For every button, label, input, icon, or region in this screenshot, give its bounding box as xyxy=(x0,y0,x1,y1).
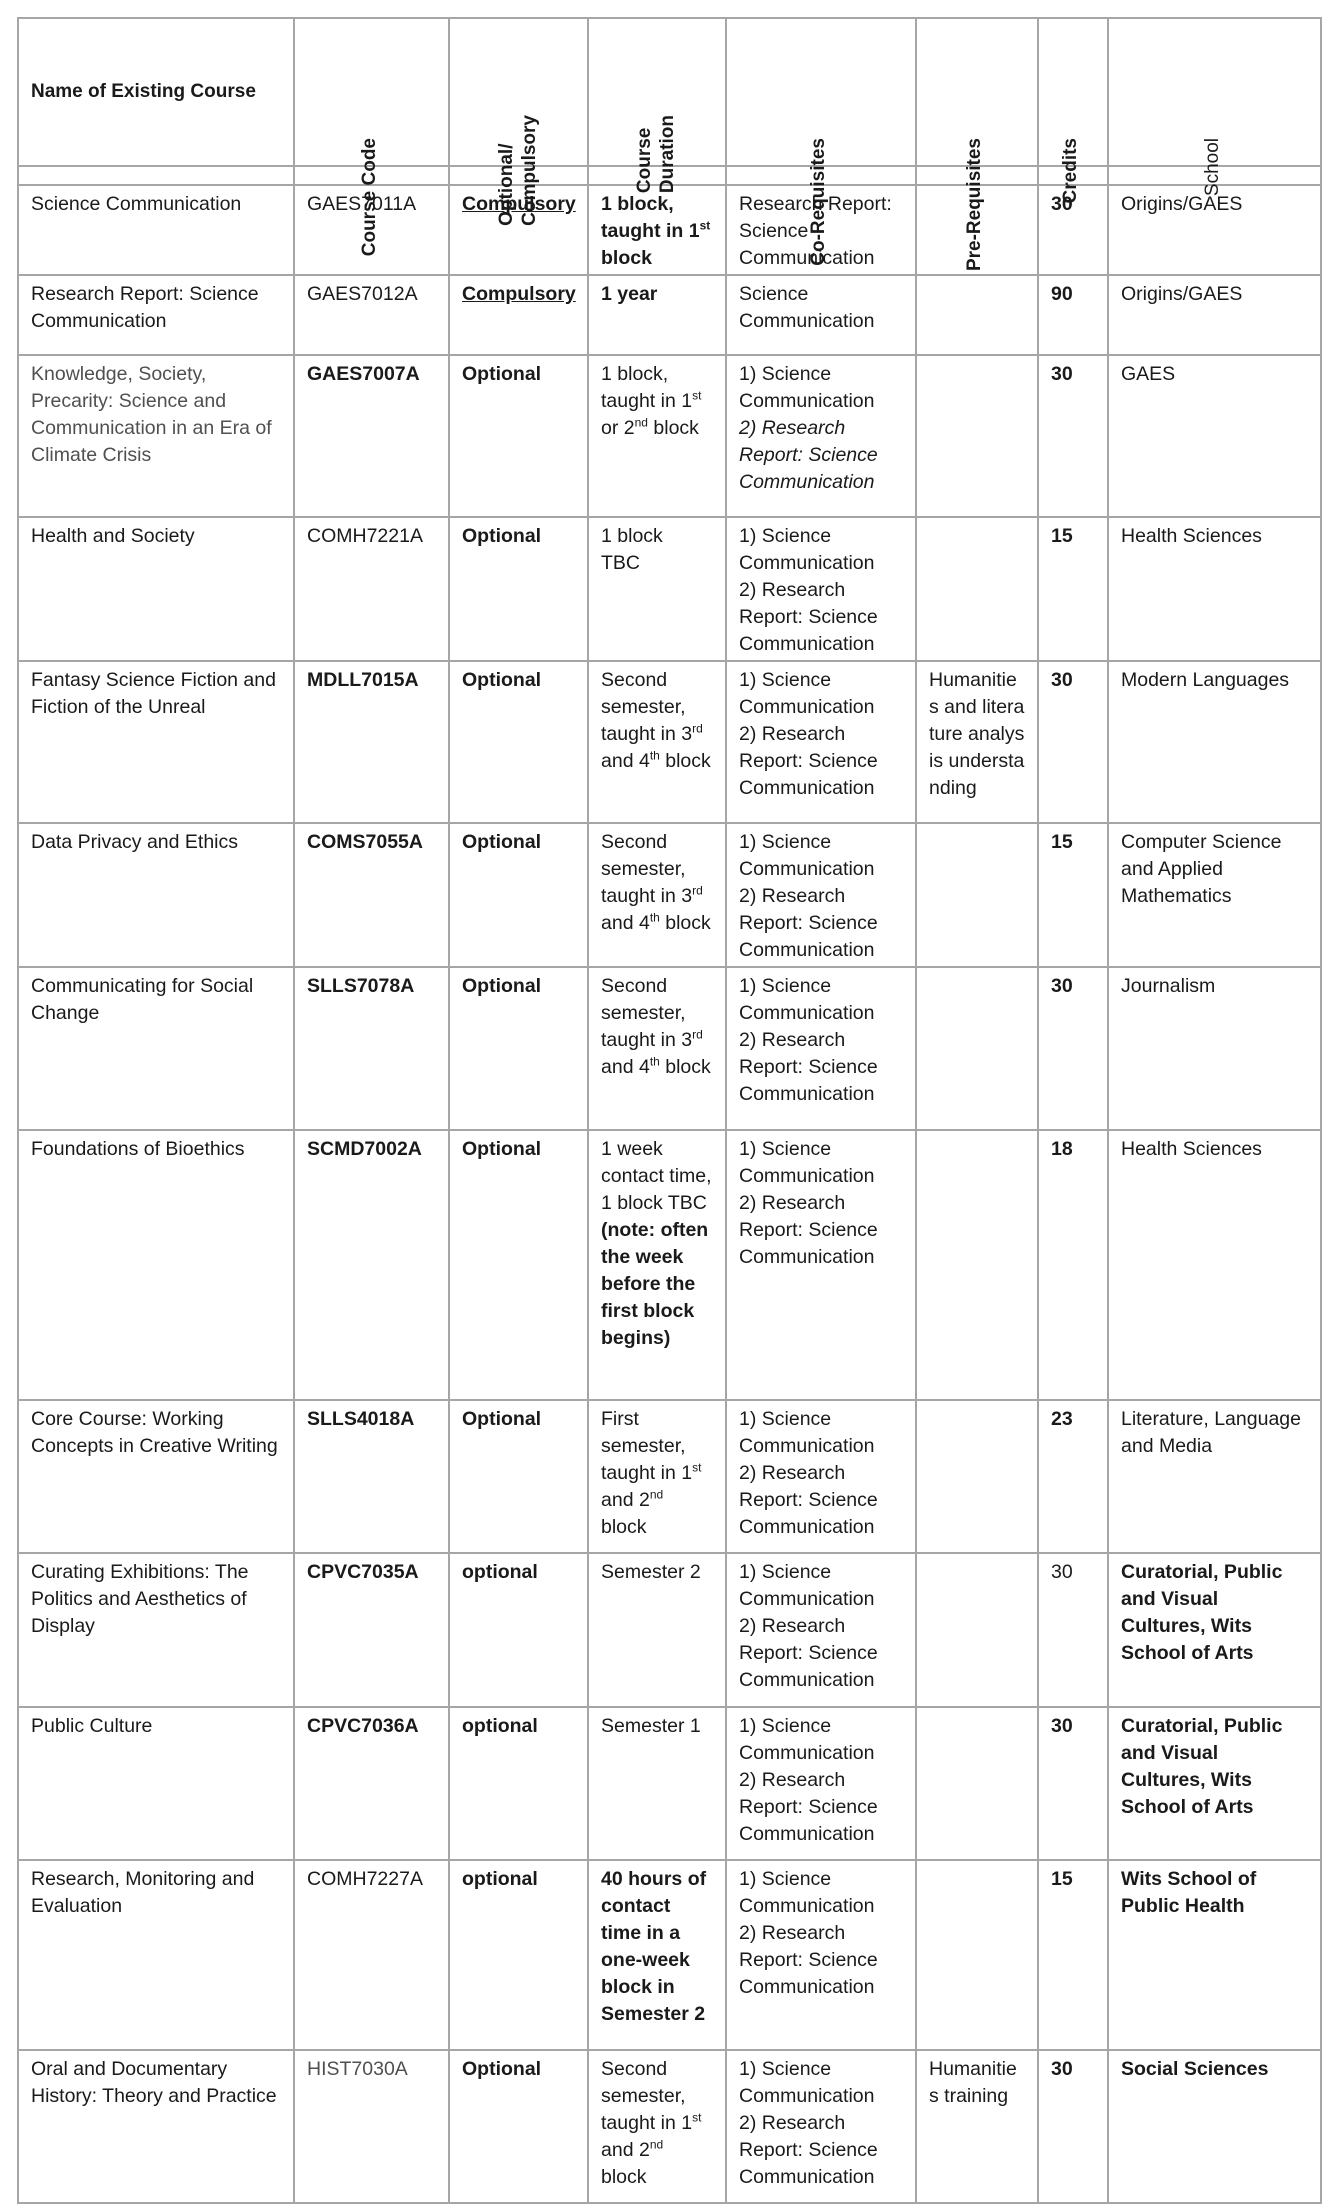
course-name: Communicating for Social Change xyxy=(18,967,294,1130)
course-school: Origins/GAES xyxy=(1108,275,1321,355)
course-status: optional xyxy=(449,1553,588,1707)
course-duration: Second semester, taught in 3rd and 4th block xyxy=(588,661,726,823)
course-coreq: 1) Science Communication 2) Research Report: Science Communication xyxy=(726,1130,916,1400)
header-school: School xyxy=(1108,18,1321,166)
course-prereq xyxy=(916,1860,1038,2050)
header-credits: Credits xyxy=(1038,18,1108,166)
course-name: Public Culture xyxy=(18,1707,294,1860)
course-school: Journalism xyxy=(1108,967,1321,1130)
course-status: Optional xyxy=(449,823,588,967)
course-prereq xyxy=(916,967,1038,1130)
course-code: CPVC7036A xyxy=(294,1707,449,1860)
course-school: Wits School of Public Health xyxy=(1108,1860,1321,2050)
course-status: optional xyxy=(449,1860,588,2050)
course-credits: 30 xyxy=(1038,185,1108,275)
course-school: Literature, Language and Media xyxy=(1108,1400,1321,1553)
course-credits: 15 xyxy=(1038,517,1108,661)
course-prereq xyxy=(916,1707,1038,1860)
course-coreq: 1) Science Communication 2) Research Report: Science Communication xyxy=(726,661,916,823)
table-row xyxy=(18,1130,1321,1400)
course-school: Social Sciences xyxy=(1108,2050,1321,2203)
course-name: Research Report: Science Communication xyxy=(18,275,294,355)
course-code: SLLS7078A xyxy=(294,967,449,1130)
table-row xyxy=(18,661,1321,823)
course-school: Computer Science and Applied Mathematics xyxy=(1108,823,1321,967)
header-name: Name of Existing Course xyxy=(18,18,294,166)
table-row xyxy=(18,823,1321,967)
course-duration: First semester, taught in 1st and 2nd block xyxy=(588,1400,726,1553)
course-status: Optional xyxy=(449,1400,588,1553)
course-code: COMH7221A xyxy=(294,517,449,661)
table-row xyxy=(18,355,1321,517)
course-code: GAES7012A xyxy=(294,275,449,355)
header-code: Course Code xyxy=(294,18,449,166)
header-duration: Course Duration xyxy=(588,18,726,166)
course-status: Compulsory xyxy=(449,185,588,275)
course-prereq: Humanities and literature analysis understanding xyxy=(916,661,1038,823)
course-school: GAES xyxy=(1108,355,1321,517)
course-name: Knowledge, Society, Precarity: Science and Communication in an Era of Climate Crisis xyxy=(18,355,294,517)
course-credits: 18 xyxy=(1038,1130,1108,1400)
course-name: Core Course: Working Concepts in Creative Writing xyxy=(18,1400,294,1553)
course-code: CPVC7035A xyxy=(294,1553,449,1707)
course-duration: 1 block, taught in 1st block xyxy=(588,185,726,275)
course-credits: 15 xyxy=(1038,1860,1108,2050)
course-credits: 30 xyxy=(1038,1707,1108,1860)
course-prereq xyxy=(916,823,1038,967)
course-status: optional xyxy=(449,1707,588,1860)
header-row xyxy=(18,18,1321,166)
course-credits: 30 xyxy=(1038,2050,1108,2203)
course-school: Health Sciences xyxy=(1108,517,1321,661)
course-status: Optional xyxy=(449,517,588,661)
course-name: Health and Society xyxy=(18,517,294,661)
course-duration: 1 week contact time, 1 block TBC (note: often the week before the first block begins) xyxy=(588,1130,726,1400)
table-row xyxy=(18,967,1321,1130)
course-code: COMH7227A xyxy=(294,1860,449,2050)
course-duration: Second semester, taught in 3rd and 4th block xyxy=(588,967,726,1130)
course-coreq: Science Communication xyxy=(726,275,916,355)
course-coreq: 1) Science Communication 2) Research Report: Science Communication xyxy=(726,517,916,661)
course-prereq xyxy=(916,355,1038,517)
course-status: Optional xyxy=(449,967,588,1130)
course-school: Curatorial, Public and Visual Cultures, Wits School of Arts xyxy=(1108,1553,1321,1707)
course-code: COMS7055A xyxy=(294,823,449,967)
table-row xyxy=(18,2050,1321,2203)
course-duration: 1 block TBC xyxy=(588,517,726,661)
course-coreq: 1) Science Communication 2) Research Report: Science Communication xyxy=(726,823,916,967)
course-prereq xyxy=(916,1130,1038,1400)
course-prereq xyxy=(916,517,1038,661)
course-code: GAES7011A xyxy=(294,185,449,275)
course-status: Compulsory xyxy=(449,275,588,355)
course-coreq: 1) Science Communication 2) Research Report: Science Communication xyxy=(726,1707,916,1860)
course-coreq: 1) Science Communication 2) Research Report: Science Communication xyxy=(726,967,916,1130)
course-duration: 40 hours of contact time in a one-week block in Semester 2 xyxy=(588,1860,726,2050)
course-duration: 1 year xyxy=(588,275,726,355)
course-credits: 30 xyxy=(1038,661,1108,823)
course-coreq: 1) Science Communication 2) Research Report: Science Communication xyxy=(726,1553,916,1707)
course-school: Health Sciences xyxy=(1108,1130,1321,1400)
course-credits: 30 xyxy=(1038,967,1108,1130)
course-status: Optional xyxy=(449,1130,588,1400)
course-name: Fantasy Science Fiction and Fiction of the Unreal xyxy=(18,661,294,823)
course-coreq: Research Report: Science Communication xyxy=(726,185,916,275)
course-duration: Second semester, taught in 3rd and 4th block xyxy=(588,823,726,967)
course-school: Curatorial, Public and Visual Cultures, Wits School of Arts xyxy=(1108,1707,1321,1860)
course-duration: 1 block, taught in 1st or 2nd block xyxy=(588,355,726,517)
course-status: Optional xyxy=(449,355,588,517)
course-prereq xyxy=(916,1400,1038,1553)
course-status: Optional xyxy=(449,2050,588,2203)
table-row xyxy=(18,1707,1321,1860)
course-duration: Semester 2 xyxy=(588,1553,726,1707)
course-prereq: Humanities training xyxy=(916,2050,1038,2203)
header-optional: Optional/ Compulsory xyxy=(449,18,588,166)
course-status: Optional xyxy=(449,661,588,823)
course-name: Data Privacy and Ethics xyxy=(18,823,294,967)
course-name: Foundations of Bioethics xyxy=(18,1130,294,1400)
table-row xyxy=(18,1860,1321,2050)
course-code: HIST7030A xyxy=(294,2050,449,2203)
course-table xyxy=(17,17,1322,2204)
course-code: MDLL7015A xyxy=(294,661,449,823)
table-row xyxy=(18,1400,1321,1553)
header-coreq: Co-Requisites xyxy=(726,18,916,166)
course-name: Oral and Documentary History: Theory and Practice xyxy=(18,2050,294,2203)
course-credits: 23 xyxy=(1038,1400,1108,1553)
course-coreq: 1) Science Communication 2) Research Report: Science Communication xyxy=(726,1400,916,1553)
course-coreq: 1) Science Communication 2) Research Report: Science Communication xyxy=(726,355,916,517)
course-name: Research, Monitoring and Evaluation xyxy=(18,1860,294,2050)
table-row xyxy=(18,185,1321,275)
course-name: Science Communication xyxy=(18,185,294,275)
table-row xyxy=(18,275,1321,355)
course-school: Modern Languages xyxy=(1108,661,1321,823)
course-credits: 90 xyxy=(1038,275,1108,355)
course-coreq: 1) Science Communication 2) Research Report: Science Communication xyxy=(726,2050,916,2203)
course-duration: Semester 1 xyxy=(588,1707,726,1860)
course-coreq: 1) Science Communication 2) Research Report: Science Communication xyxy=(726,1860,916,2050)
course-prereq xyxy=(916,1553,1038,1707)
table-row xyxy=(18,1553,1321,1707)
header-prereq: Pre-Requisites xyxy=(916,18,1038,166)
course-code: SLLS4018A xyxy=(294,1400,449,1553)
course-prereq xyxy=(916,275,1038,355)
table-row xyxy=(18,517,1321,661)
course-credits: 30 xyxy=(1038,355,1108,517)
course-duration: Second semester, taught in 1st and 2nd block xyxy=(588,2050,726,2203)
course-code: SCMD7002A xyxy=(294,1130,449,1400)
course-name: Curating Exhibitions: The Politics and Aesthetics of Display xyxy=(18,1553,294,1707)
course-school: Origins/GAES xyxy=(1108,185,1321,275)
course-code: GAES7007A xyxy=(294,355,449,517)
course-credits: 15 xyxy=(1038,823,1108,967)
course-credits: 30 xyxy=(1038,1553,1108,1707)
